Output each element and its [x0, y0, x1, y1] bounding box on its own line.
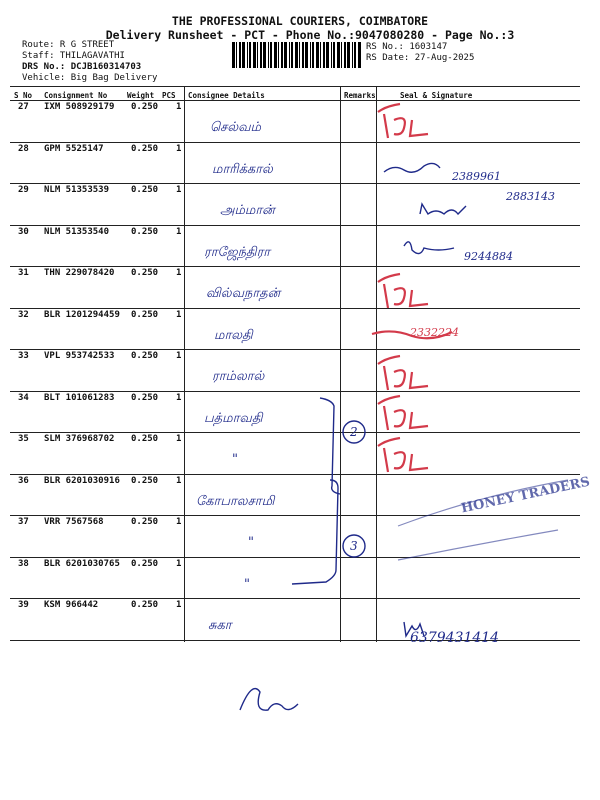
handwritten-consignee: வில்வநாதன் [206, 286, 281, 301]
row-sno: 32 [18, 309, 29, 320]
row-consignment: BLR 1201294459 [44, 309, 120, 320]
row-weight: 0.250 [131, 351, 159, 361]
dl-stamp-mark [378, 438, 428, 472]
vehicle-label: Vehicle: Big Bag Delivery [22, 73, 158, 83]
row-consignment: NLM 51353540 [44, 226, 110, 237]
row-sno: 36 [18, 475, 29, 486]
row-consignment: THN 229078420 [44, 268, 115, 278]
row-pcs: 1 [176, 102, 182, 112]
row-pcs: 1 [176, 226, 182, 237]
signature-mark [384, 163, 440, 172]
row-consignment: IXM 508929179 [44, 102, 115, 112]
col-consignment: Consignment No [44, 91, 108, 100]
row-pcs: 1 [176, 268, 182, 278]
col-sno: S No [14, 91, 33, 100]
row-pcs: 1 [176, 392, 182, 403]
handwritten-consignee: பத்மாவதி [204, 410, 263, 426]
handwritten-consignee: " [232, 452, 238, 467]
row-sno: 37 [18, 517, 29, 527]
handwritten-number: 9244884 [464, 250, 513, 263]
row-sno: 35 [18, 434, 29, 444]
row-consignment: NLM 51353539 [44, 185, 110, 195]
row-sno: 27 [18, 102, 29, 112]
row-consignment: GPM 5525147 [44, 143, 104, 154]
handwritten-consignee: சுகா [208, 618, 232, 633]
row-sno: 31 [18, 268, 29, 278]
row-weight: 0.250 [131, 392, 159, 403]
row-pcs: 1 [176, 558, 182, 569]
row-sno: 33 [18, 351, 29, 361]
rs-number: RS No.: 1603147 [366, 42, 448, 52]
bottom-signature [240, 689, 298, 711]
row-sno: 38 [18, 558, 29, 569]
row-sno: 39 [18, 600, 29, 610]
handwritten-number: 2389961 [452, 170, 501, 183]
handwritten-number: 2883143 [506, 190, 555, 203]
row-weight: 0.250 [131, 268, 159, 278]
dl-stamps [372, 104, 452, 472]
dl-stamp-mark [378, 356, 428, 390]
row-weight: 0.250 [131, 185, 159, 195]
handwritten-consignee: கோபாலசாமி [196, 493, 275, 509]
route-label: Route: R G STREET [22, 40, 115, 50]
signature-mark [404, 242, 454, 254]
handwritten-consignee: ராம்லால் [212, 369, 265, 384]
circled-number-text: 2 [350, 425, 358, 439]
row-pcs: 1 [176, 517, 182, 527]
row-consignment: BLR 6201030765 [44, 558, 120, 569]
handwritten-consignee: மாலதி [214, 327, 253, 343]
row-sno: 34 [18, 392, 29, 403]
dl-stamp-mark [378, 104, 428, 138]
dl-stamp-mark [378, 396, 428, 430]
drs-label: DRS No.: DCJB160314703 [22, 62, 142, 72]
runsheet-subtitle: Delivery Runsheet - PCT - Phone No.:9047080280 - Page No.:3 [105, 28, 515, 42]
handwritten-number: 2332224 [410, 326, 459, 339]
row-sno: 28 [18, 143, 29, 154]
handwritten-consignee: " [244, 576, 250, 592]
col-pcs: PCS [162, 91, 176, 100]
row-pcs: 1 [176, 351, 182, 361]
staff-label: Staff: THILAGAVATHI [22, 51, 125, 61]
bracket-mark [292, 480, 338, 584]
row-pcs: 1 [176, 143, 182, 154]
col-weight: Weight [127, 91, 155, 100]
handwritten-consignee: மாரிக்கால் [212, 161, 273, 177]
row-pcs: 1 [176, 600, 182, 610]
trader-stamp-text: HONEY TRADERS [459, 474, 592, 517]
col-consignee: Consignee Details [188, 91, 265, 100]
company-title: THE PROFESSIONAL COURIERS, COIMBATORE [171, 14, 429, 28]
row-pcs: 1 [176, 309, 182, 320]
row-sno: 29 [18, 185, 29, 195]
row-weight: 0.250 [131, 309, 159, 320]
handwritten-number: 6379431414 [410, 630, 500, 646]
row-consignment: VRR 7567568 [44, 517, 104, 527]
row-pcs: 1 [176, 475, 182, 486]
handwritten-consignee: ராஜேந்திரா [204, 244, 271, 260]
row-weight: 0.250 [131, 475, 159, 486]
rs-date: RS Date: 27-Aug-2025 [366, 53, 475, 63]
handwritten-consignee: " [248, 535, 254, 550]
row-weight: 0.250 [131, 558, 159, 569]
col-remarks: Remarks [344, 91, 376, 100]
row-weight: 0.250 [131, 226, 159, 237]
row-weight: 0.250 [131, 517, 159, 527]
row-consignment: BLT 101061283 [44, 392, 115, 403]
row-weight: 0.250 [131, 434, 159, 444]
row-sno: 30 [18, 226, 29, 237]
row-weight: 0.250 [131, 102, 159, 112]
circled-number-text: 3 [350, 539, 358, 553]
handwritten-consignee: அம்மான் [220, 203, 275, 218]
dl-stamp-mark [378, 274, 428, 308]
row-consignment: SLM 376968702 [44, 434, 115, 444]
row-weight: 0.250 [131, 143, 159, 154]
row-consignment: BLR 6201030916 [44, 475, 120, 486]
handwritten-consignee: செல்வம் [210, 120, 262, 135]
col-seal: Seal & Signature [400, 91, 473, 100]
row-pcs: 1 [176, 185, 182, 195]
row-consignment: VPL 953742533 [44, 351, 115, 361]
signature-mark [420, 204, 466, 214]
row-pcs: 1 [176, 434, 182, 444]
row-consignment: KSM 966442 [44, 600, 99, 610]
row-weight: 0.250 [131, 600, 159, 610]
